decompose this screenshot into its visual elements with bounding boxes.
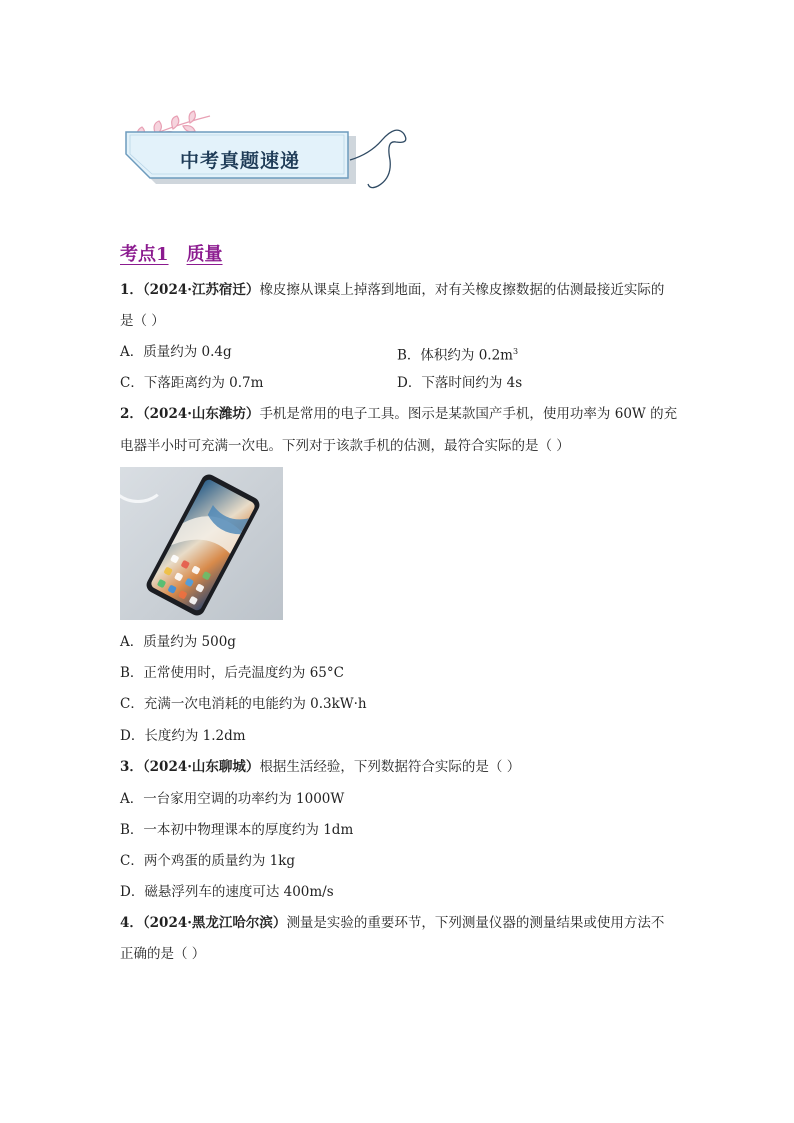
q1-option-d: D．下落时间约为 4s [397,375,523,391]
section-banner [118,108,418,193]
question-text: 手机是常用的电子工具。图示是某款国产手机，使用功率为 60W 的充 [259,406,678,422]
question-source: （2024·山东潍坊） [142,406,260,422]
q2-option-a: A．质量约为 500g [120,634,236,650]
question-2-stem [120,404,677,424]
question-number: 3． [120,759,143,775]
banner-title: 中考真题速递 [180,150,301,172]
q1-option-b-exponent: 3 [512,347,519,356]
question-1-stem [120,280,664,300]
question-number: 1． [120,282,143,298]
question-number: 4． [120,915,143,931]
smartphone-photo [120,467,283,620]
q2-option-c: C．充满一次电消耗的电能约为 0.3kW·h [120,696,367,712]
question-4-stem [120,913,664,933]
question-2-stem-cont: 电器半小时可充满一次电。下列对于该款手机的估测，最符合实际的是（ ） [120,438,570,454]
q3-option-a: A．一台家用空调的功率约为 1000W [120,791,345,807]
q3-option-d: D．磁悬浮列车的速度可达 400m/s [120,884,334,900]
question-source: （2024·山东聊城） [142,759,260,775]
question-number: 2． [120,406,143,422]
q2-option-d: D．长度约为 1.2dm [120,728,246,744]
q3-option-b: B．一本初中物理课本的厚度约为 1dm [120,822,354,838]
q1-option-a: A．质量约为 0.4g [120,344,232,360]
phone-icon [120,467,283,620]
question-4-stem-cont: 正确的是（ ） [120,946,206,962]
question-source: （2024·黑龙江哈尔滨） [142,915,287,931]
section-heading [120,240,223,266]
question-text: 测量是实验的重要环节，下列测量仪器的测量结果或使用方法不 [286,915,665,931]
section-label: 考点1 [120,244,169,265]
q1-option-b [397,342,518,366]
question-1-stem-cont: 是（ ） [120,313,165,329]
q2-option-b: B．正常使用时，后壳温度约为 65°C [120,665,344,681]
question-text: 橡皮擦从课桌上掉落到地面，对有关橡皮擦数据的估测最接近实际的 [259,282,665,298]
q3-option-c: C．两个鸡蛋的质量约为 1kg [120,853,296,869]
swirl-ornament-icon [350,130,406,187]
section-name: 质量 [186,244,223,265]
q1-option-c: C．下落距离约为 0.7m [120,375,264,391]
question-text: 根据生活经验，下列数据符合实际的是（ ） [259,759,521,775]
q1-option-b-text: B．体积约为 0.2m [397,347,513,364]
question-source: （2024·江苏宿迁） [142,282,260,298]
question-3-stem [120,757,520,777]
